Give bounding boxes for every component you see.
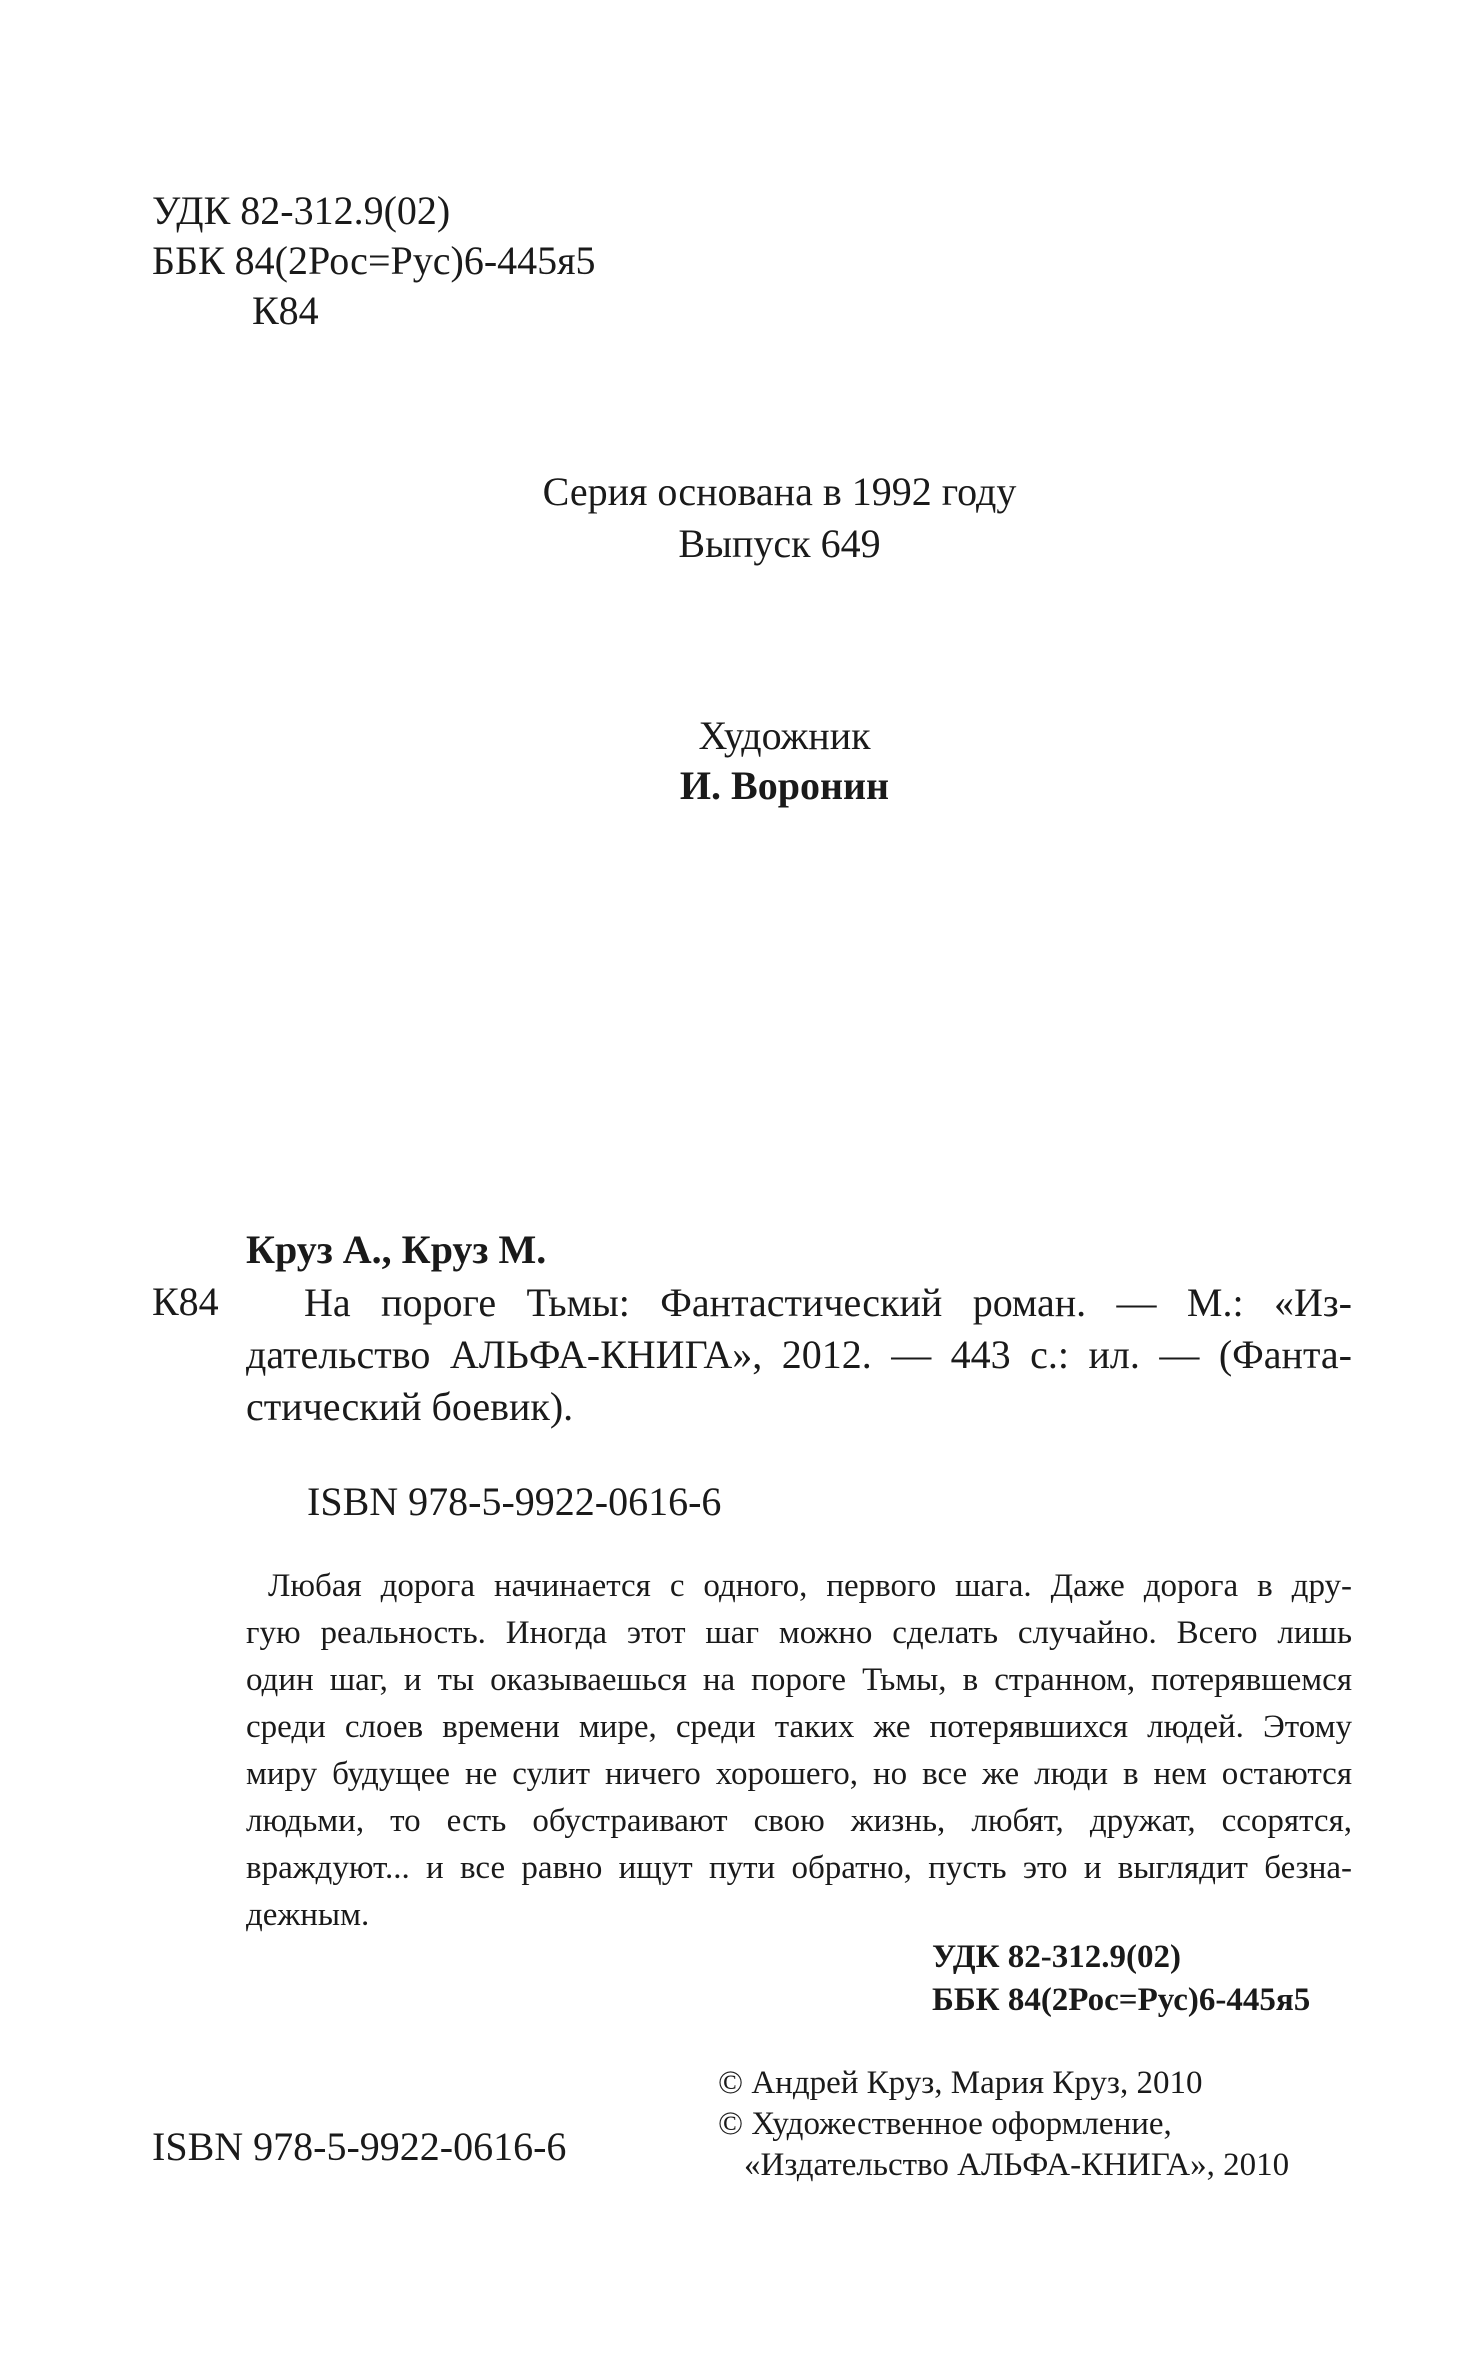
artist-name: И. Воронин (679, 763, 890, 808)
udk-code-top: УДК 82-312.9(02) (152, 188, 451, 233)
series-founded: Серия основана в 1992 году (542, 469, 1017, 514)
bbk-code-top: ББК 84(2Рос=Рус)6-445я5 (152, 238, 596, 283)
bib-line: стический боевик). (246, 1384, 574, 1429)
author-code-top: К84 (252, 288, 319, 333)
annotation-line: людьми, то есть обустраивают свою жизнь, любят, дружат, ссорятся, (246, 1803, 1352, 1839)
udk-code-bottom: УДК 82-312.9(02) (932, 1939, 1181, 1975)
bib-line: дательство АЛЬФА-КНИГА», 2012. — 443 с.: ил. — (Фанта- (246, 1332, 1352, 1377)
artist-label: Художник (698, 713, 871, 758)
bib-description (246, 1277, 1352, 1433)
bib-authors: Круз А., Круз М. (246, 1227, 547, 1272)
copyright-publisher: «Издательство АЛЬФА-КНИГА», 2010 (744, 2147, 1290, 2183)
isbn-bottom: ISBN 978-5-9922-0616-6 (152, 2124, 567, 2169)
bib-author-code: К84 (152, 1279, 219, 1324)
bib-isbn: ISBN 978-5-9922-0616-6 (307, 1479, 722, 1524)
annotation (246, 1563, 1352, 1939)
copyright-authors: © Андрей Круз, Мария Круз, 2010 (718, 2065, 1203, 2101)
bbk-code-bottom: ББК 84(2Рос=Рус)6-445я5 (932, 1982, 1311, 2018)
annotation-line: один шаг, и ты оказываешься на пороге Тьмы, в странном, потерявшемся (246, 1662, 1352, 1698)
annotation-line: среди слоев времени мире, среди таких же потерявшихся людей. Этому (246, 1709, 1352, 1745)
annotation-line: гую реальность. Иногда этот шаг можно сделать случайно. Всего лишь (246, 1615, 1352, 1651)
series-issue: Выпуск 649 (678, 521, 881, 566)
bib-line: На пороге Тьмы: Фантастический роман. — М.: «Из- (304, 1280, 1352, 1325)
copyright-design: © Художественное оформление, (718, 2106, 1172, 2142)
annotation-line: враждуют... и все равно ищут пути обратно, пусть это и выглядит безна- (246, 1850, 1352, 1886)
annotation-line: Любая дорога начинается с одного, первого шага. Даже дорога в дру- (268, 1568, 1352, 1604)
annotation-line: миру будущее не сулит ничего хорошего, но все же люди в нем остаются (246, 1756, 1352, 1792)
annotation-line: дежным. (246, 1897, 370, 1933)
